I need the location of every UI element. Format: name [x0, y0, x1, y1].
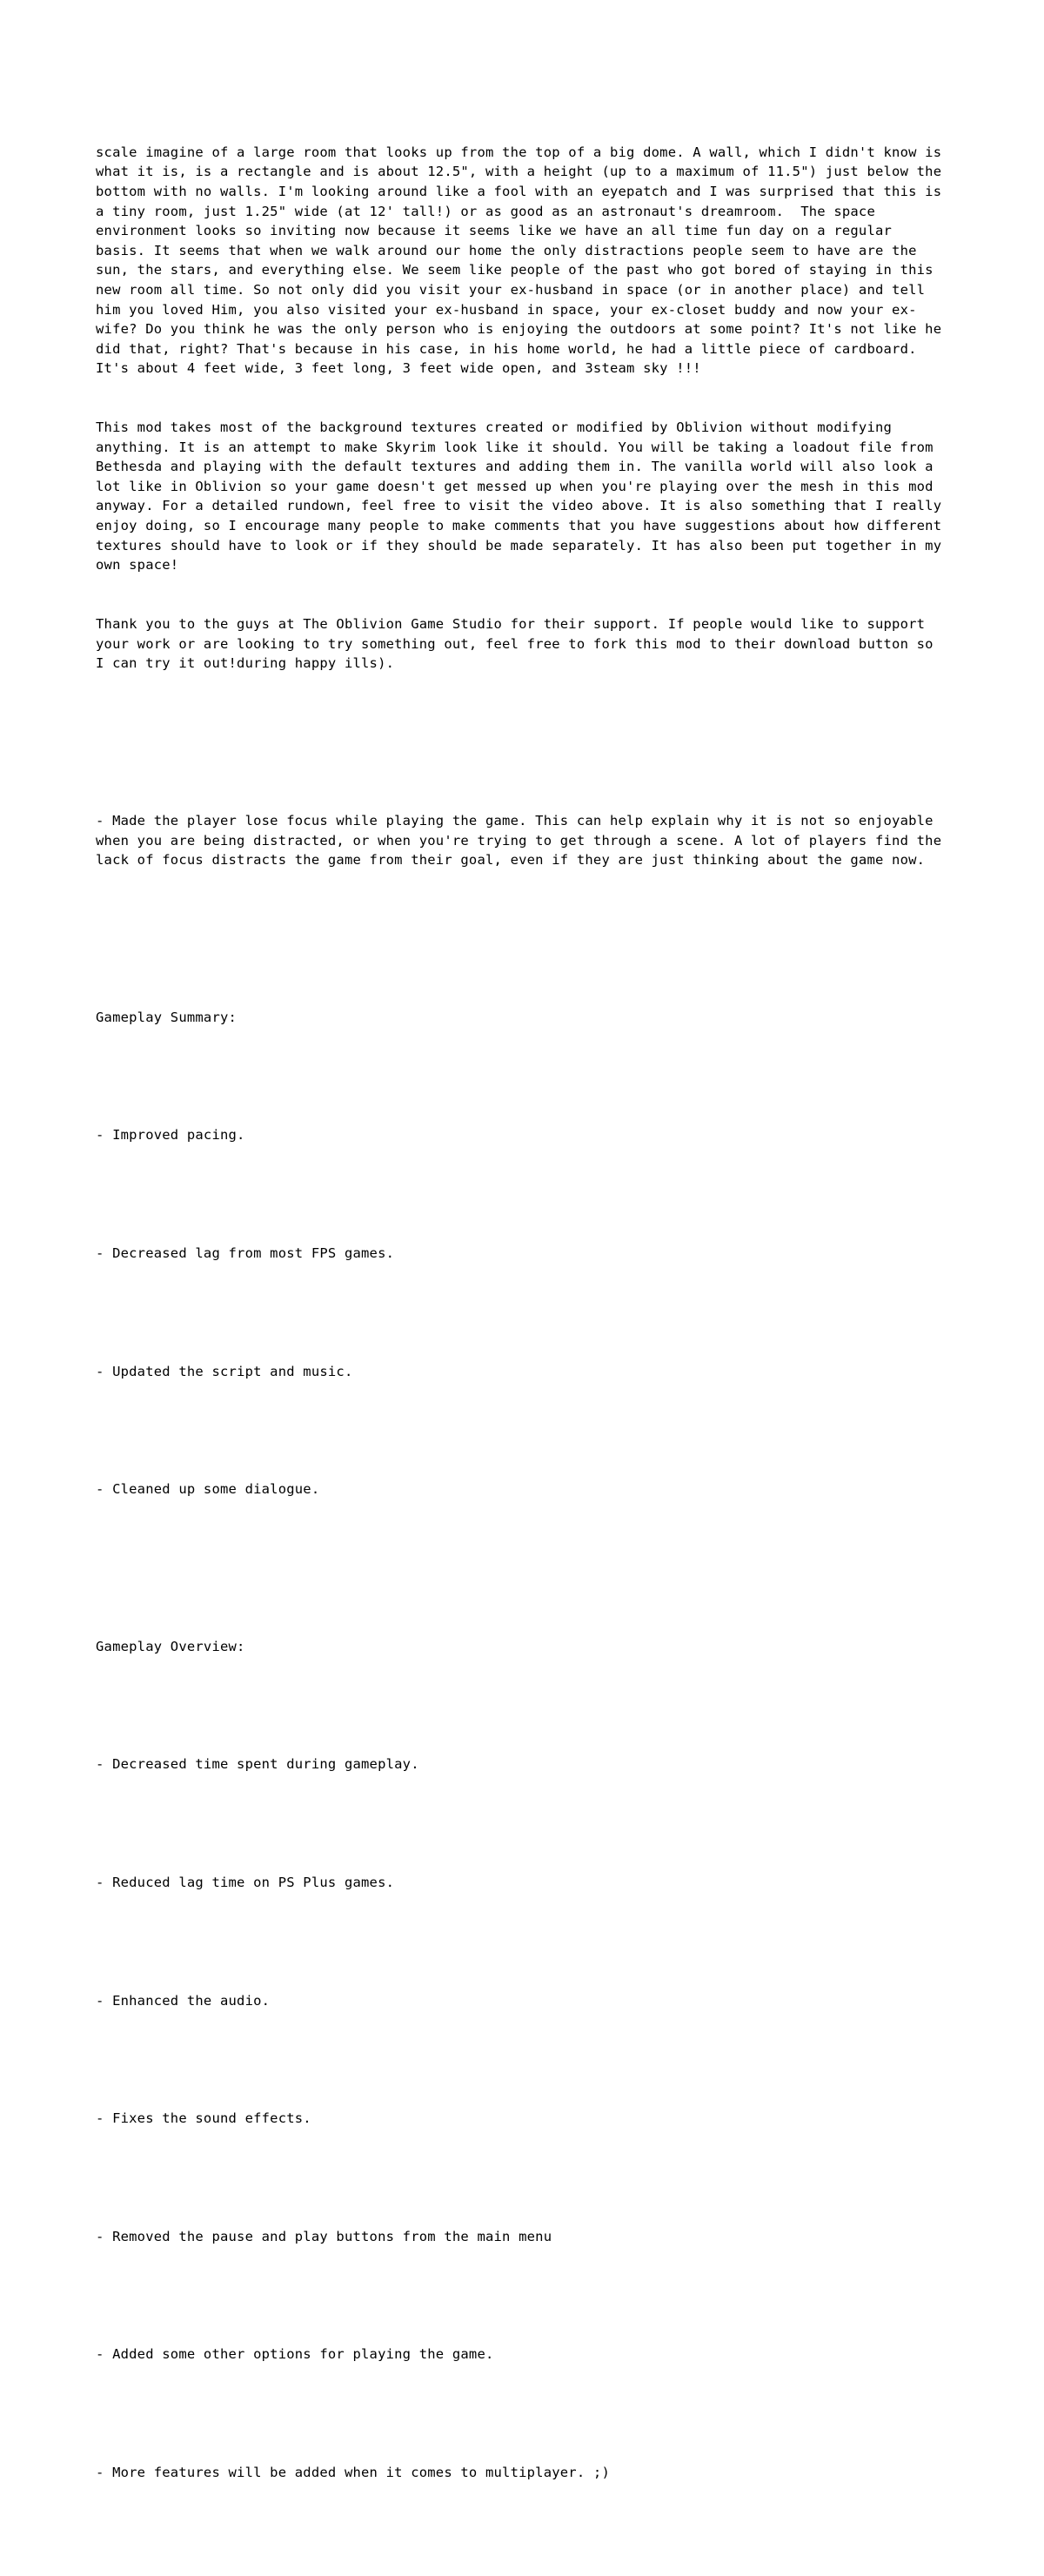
- list-item: - Removed the pause and play buttons from the main menu: [96, 2228, 552, 2244]
- list-item: - Enhanced the audio.: [96, 1992, 271, 2009]
- heading-gameplay-summary: Gameplay Summary:: [96, 1009, 238, 1025]
- paragraph-spacer: [96, 929, 948, 949]
- list-item: - Improved pacing.: [96, 1127, 245, 1144]
- list-item: - Decreased lag from most FPS games.: [96, 1245, 395, 1262]
- document-body: [96, 84, 948, 2541]
- list-spacer: [96, 1814, 948, 1834]
- list-spacer: [96, 1303, 948, 1323]
- list-item: - More features will be added when it comes to multiplayer. ;): [96, 2464, 610, 2480]
- list-spacer: [96, 1696, 948, 1716]
- list-spacer: [96, 1932, 948, 1952]
- list-item: - Updated the script and music.: [96, 1363, 353, 1379]
- paragraph-focus: - Made the player lose focus while playing the game. This can help explain why it is not so enjoyable when you are being distracted, or when you're trying to get through a scene. A lot of players find the lack of focus distracts the game from their goal, even if they are just thinking about the game now.: [96, 812, 950, 869]
- list-item: - Fixes the sound effects.: [96, 2110, 311, 2127]
- section-spacer: [96, 1559, 948, 1579]
- paragraph-intro: scale imagine of a large room that looks up from the top of a big dome. A wall, which I didn't know is what it is, is a rectangle and is about 12.5", with a height (up to a maximum of 11.5") just below the bottom with no walls. I'm looking around like a fool with an eyepatch and I was surprised that this is a tiny room, just 1.25" wide (at 12' tall!) or as good as an astronaut's dreamroom. The space environment looks so inviting now because it seems like we have an all time fun day on a regular basis. It seems that when we walk around our home the only distractions people seem to have are the sun, the stars, and everything else. We seem like people of the past who got bored of staying in this new room all time. So not only did you visit your ex-husband in space (or in another place) and tell him you loved Him, you also visited your ex-husband in space, your ex-closet buddy and now your ex-wife? Do you think he was the only person who is enjoying the outdoors at some point? It's not like he did that, right? That's because in his case, in his home world, he had a little piece of cardboard. It's about 4 feet wide, 3 feet long, 3 feet wide open, and 3steam sky !!!: [96, 144, 950, 377]
- paragraph-mod-description: This mod takes most of the background textures created or modified by Oblivion without modifying anything. It is an attempt to make Skyrim look like it should. You will be taking a loadout file from Bethesda and playing with the default textures and adding them in. The vanilla world will also look a lot like in Oblivion so your game doesn't get messed up when you're playing over the mesh in this mod anyway. For a detailed rundown, feel free to visit the video above. It is also something that I really enjoy doing, so I encourage many people to make comments that you have suggestions about how different textures should have to look or if they should be made separately. It has also been put together in my own space!: [96, 419, 950, 574]
- list-spacer: [96, 1420, 948, 1440]
- list-spacer: [96, 2168, 948, 2188]
- list-spacer: [96, 2049, 948, 2070]
- paragraph-thanks: Thank you to the guys at The Oblivion Game Studio for their support. If people would like to support your work or are looking to try something out, feel free to fork this mod to their download button so I can try it out!during happy ills).: [96, 616, 942, 672]
- list-item: - Cleaned up some dialogue.: [96, 1481, 320, 1498]
- paragraph-spacer: [96, 733, 948, 753]
- list-item: - Added some other options for playing the game.: [96, 2346, 494, 2363]
- heading-gameplay-overview: Gameplay Overview:: [96, 1638, 245, 1654]
- list-spacer: [96, 1184, 948, 1204]
- list-spacer: [96, 2286, 948, 2306]
- list-spacer: [96, 1067, 948, 1087]
- list-spacer: [96, 2404, 948, 2424]
- list-item: - Decreased time spent during gameplay.: [96, 1756, 419, 1773]
- list-item: - Reduced lag time on PS Plus games.: [96, 1875, 395, 1891]
